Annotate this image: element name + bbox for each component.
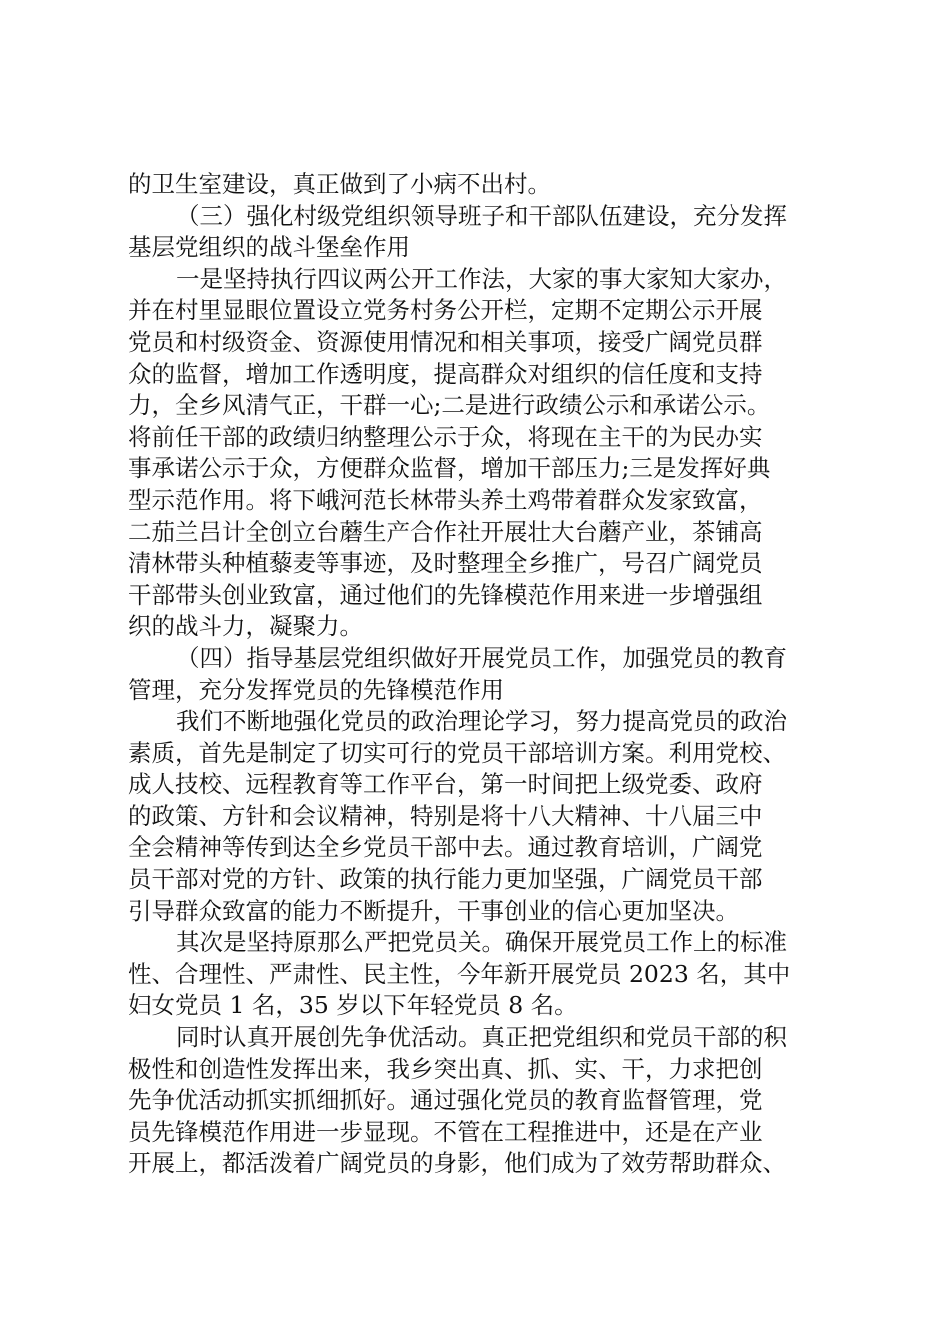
text-line: 并在村里显眼位置设立党务村务公开栏，定期不定期公示开展	[128, 296, 763, 325]
text-line: 基层党组织的战斗堡垒作用	[128, 233, 410, 262]
text-line: 全会精神等传到达全乡党员干部中去。通过教育培训，广阔党	[128, 833, 763, 862]
text-line: 党员和村级资金、资源使用情况和相关事项，接受广阔党员群	[128, 327, 763, 356]
text-line: 将前任干部的政绩归纳整理公示于众，将现在主干的为民办实	[128, 422, 763, 451]
text-line: 的政策、方针和会议精神，特别是将十八大精神、十八届三中	[128, 801, 763, 830]
text-line: 开展上，都活泼着广阔党员的身影，他们成为了效劳帮助群众、	[128, 1149, 786, 1178]
paragraph-first-line: 一是坚持执行四议两公开工作法，大家的事大家知大家办，	[176, 264, 787, 293]
text-line: 型示范作用。将下峨河范长林带头养土鸡带着群众发家致富，	[128, 485, 763, 514]
text-line: 性、合理性、严肃性、民主性，今年新开展党员 2023 名，其中	[128, 959, 791, 988]
paragraph-first-line: 同时认真开展创先争优活动。真正把党组织和党员干部的积	[176, 1023, 787, 1052]
paragraph-first-line: （四）指导基层党组织做好开展党员工作，加强党员的教育	[176, 643, 787, 672]
text-line: 干部带头创业致富，通过他们的先锋模范作用来进一步增强组	[128, 580, 763, 609]
paragraph-first-line: （三）强化村级党组织领导班子和干部队伍建设，充分发挥	[176, 201, 787, 230]
text-line: 清林带头种植藜麦等事迹，及时整理全乡推广，号召广阔党员	[128, 549, 763, 578]
text-line: 管理，充分发挥党员的先锋模范作用	[128, 675, 504, 704]
text-line: 妇女党员 1 名，35 岁以下年轻党员 8 名。	[128, 991, 578, 1020]
text-line: 的卫生室建设，真正做到了小病不出村。	[128, 170, 551, 198]
paragraph-first-line: 其次是坚持原那么严把党员关。确保开展党员工作上的标准	[176, 928, 787, 957]
text-line: 员干部对党的方针、政策的执行能力更加坚强，广阔党员干部	[128, 865, 763, 894]
text-line: 二茄兰吕计全创立台蘑生产合作社开展壮大台蘑产业，茶铺高	[128, 517, 763, 546]
document-body	[128, 169, 868, 1180]
text-line: 众的监督，增加工作透明度，提高群众对组织的信任度和支持	[128, 359, 763, 388]
text-line: 先争优活动抓实抓细抓好。通过强化党员的教育监督管理，党	[128, 1086, 763, 1115]
text-line: 员先锋模范作用进一步显现。不管在工程推进中，还是在产业	[128, 1117, 763, 1146]
text-line: 引导群众致富的能力不断提升，干事创业的信心更加坚决。	[128, 896, 739, 925]
text-line: 成人技校、远程教育等工作平台，第一时间把上级党委、政府	[128, 770, 763, 799]
text-line: 织的战斗力，凝聚力。	[128, 612, 363, 641]
text-line: 素质，首先是制定了切实可行的党员干部培训方案。利用党校、	[128, 738, 786, 767]
text-line: 极性和创造性发挥出来，我乡突出真、抓、实、干，力求把创	[128, 1054, 763, 1083]
text-line: 事承诺公示于众，方便群众监督，增加干部压力;三是发挥好典	[128, 454, 771, 483]
text-line: 力，全乡风清气正，干群一心;二是进行政绩公示和承诺公示。	[128, 391, 771, 420]
paragraph-first-line: 我们不断地强化党员的政治理论学习，努力提高党员的政治	[176, 707, 787, 736]
